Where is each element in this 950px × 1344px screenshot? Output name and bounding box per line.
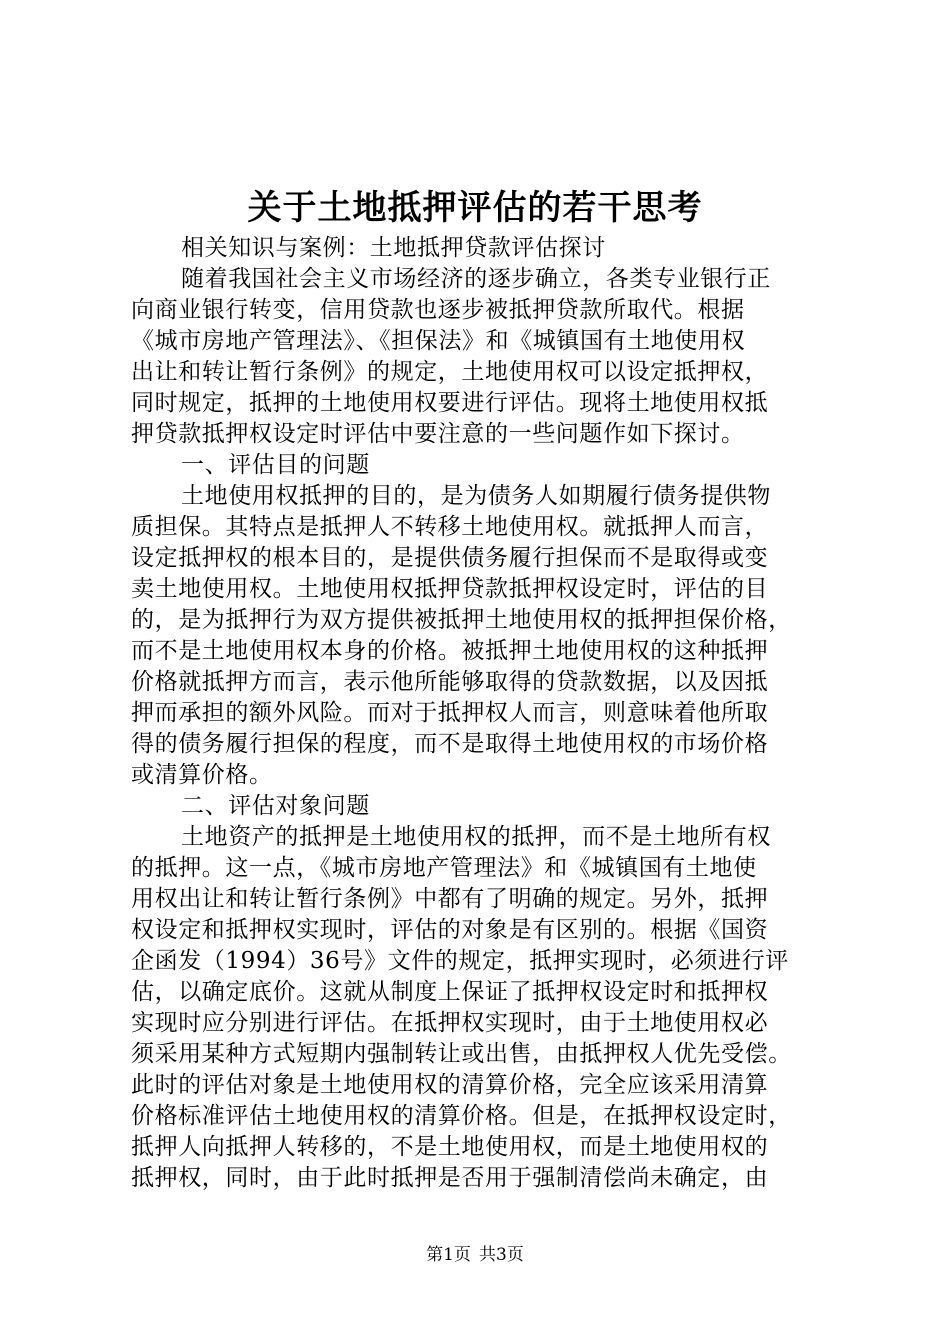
- text-line: 此时的评估对象是土地使用权的清算价格，完全应该采用清算: [131, 1072, 769, 1098]
- text-line: 的，是为抵押行为双方提供被抵押土地使用权的抵押担保价格，: [131, 607, 792, 633]
- text-line: 价格标准评估土地使用权的清算价格。但是，在抵押权设定时，: [131, 1103, 792, 1129]
- text-line: 质担保。其特点是抵押人不转移土地使用权。就抵押人而言，: [131, 514, 769, 540]
- text-line: 土地使用权抵押的目的，是为债务人如期履行债务提供物: [181, 483, 771, 509]
- document-title: 关于土地抵押评估的若干思考: [247, 188, 703, 228]
- text-line: 随着我国社会主义市场经济的逐步确立，各类专业银行正: [181, 266, 771, 292]
- text-line: 《城市房地产管理法》、《担保法》和《城镇国有土地使用权: [131, 328, 746, 354]
- text-line: 企函发（1994）36号》文件的规定，抵押实现时，必须进行评: [131, 948, 789, 974]
- text-line: 出让和转让暂行条例》的规定，土地使用权可以设定抵押权，: [131, 359, 769, 385]
- page-footer: [0, 1244, 950, 1266]
- text-line: 估，以确定底价。这就从制度上保证了抵押权设定时和抵押权: [131, 979, 769, 1005]
- text-line: 卖土地使用权。土地使用权抵押贷款抵押权设定时，评估的目: [131, 576, 769, 602]
- text-line: 相关知识与案例：土地抵押贷款评估探讨: [181, 235, 606, 261]
- page-number: 第1页: [426, 1245, 471, 1265]
- text-line: 的抵押。这一点，《城市房地产管理法》和《城镇国有土地使: [131, 855, 757, 881]
- section-heading: 一、评估目的问题: [181, 452, 370, 478]
- text-line: 须采用某种方式短期内强制转让或出售，由抵押权人优先受偿。: [131, 1041, 792, 1067]
- text-line: 或清算价格。: [131, 762, 273, 788]
- text-line: 得的债务履行担保的程度，而不是取得土地使用权的市场价格: [131, 731, 769, 757]
- text-line: 用权出让和转让暂行条例》中都有了明确的规定。另外，抵押: [131, 886, 769, 912]
- text-line: 同时规定，抵押的土地使用权要进行评估。现将土地使用权抵: [131, 390, 769, 416]
- text-line: 价格就抵押方而言，表示他所能够取得的贷款数据，以及因抵: [131, 669, 769, 695]
- text-line: 抵押人向抵押人转移的，不是土地使用权，而是土地使用权的: [131, 1134, 769, 1160]
- section-heading: 二、评估对象问题: [181, 793, 370, 819]
- text-line: 向商业银行转变，信用贷款也逐步被抵押贷款所取代。根据: [131, 297, 745, 323]
- text-line: 押贷款抵押权设定时评估中要注意的一些问题作如下探讨。: [131, 421, 745, 447]
- text-line: 而不是土地使用权本身的价格。被抵押土地使用权的这种抵押: [131, 638, 769, 664]
- text-line: 权设定和抵押权实现时，评估的对象是有区别的。根据《国资: [131, 917, 769, 943]
- text-line: 抵押权，同时，由于此时抵押是否用于强制清偿尚未确定，由: [131, 1165, 769, 1191]
- text-line: 设定抵押权的根本目的，是提供债务履行担保而不是取得或变: [131, 545, 769, 571]
- text-line: 押而承担的额外风险。而对于抵押权人而言，则意味着他所取: [131, 700, 769, 726]
- document-body: [131, 233, 843, 1194]
- text-line: 土地资产的抵押是土地使用权的抵押，而不是土地所有权: [181, 824, 771, 850]
- page-total: 共3页: [479, 1245, 524, 1265]
- text-line: 实现时应分别进行评估。在抵押权实现时，由于土地使用权必: [131, 1010, 769, 1036]
